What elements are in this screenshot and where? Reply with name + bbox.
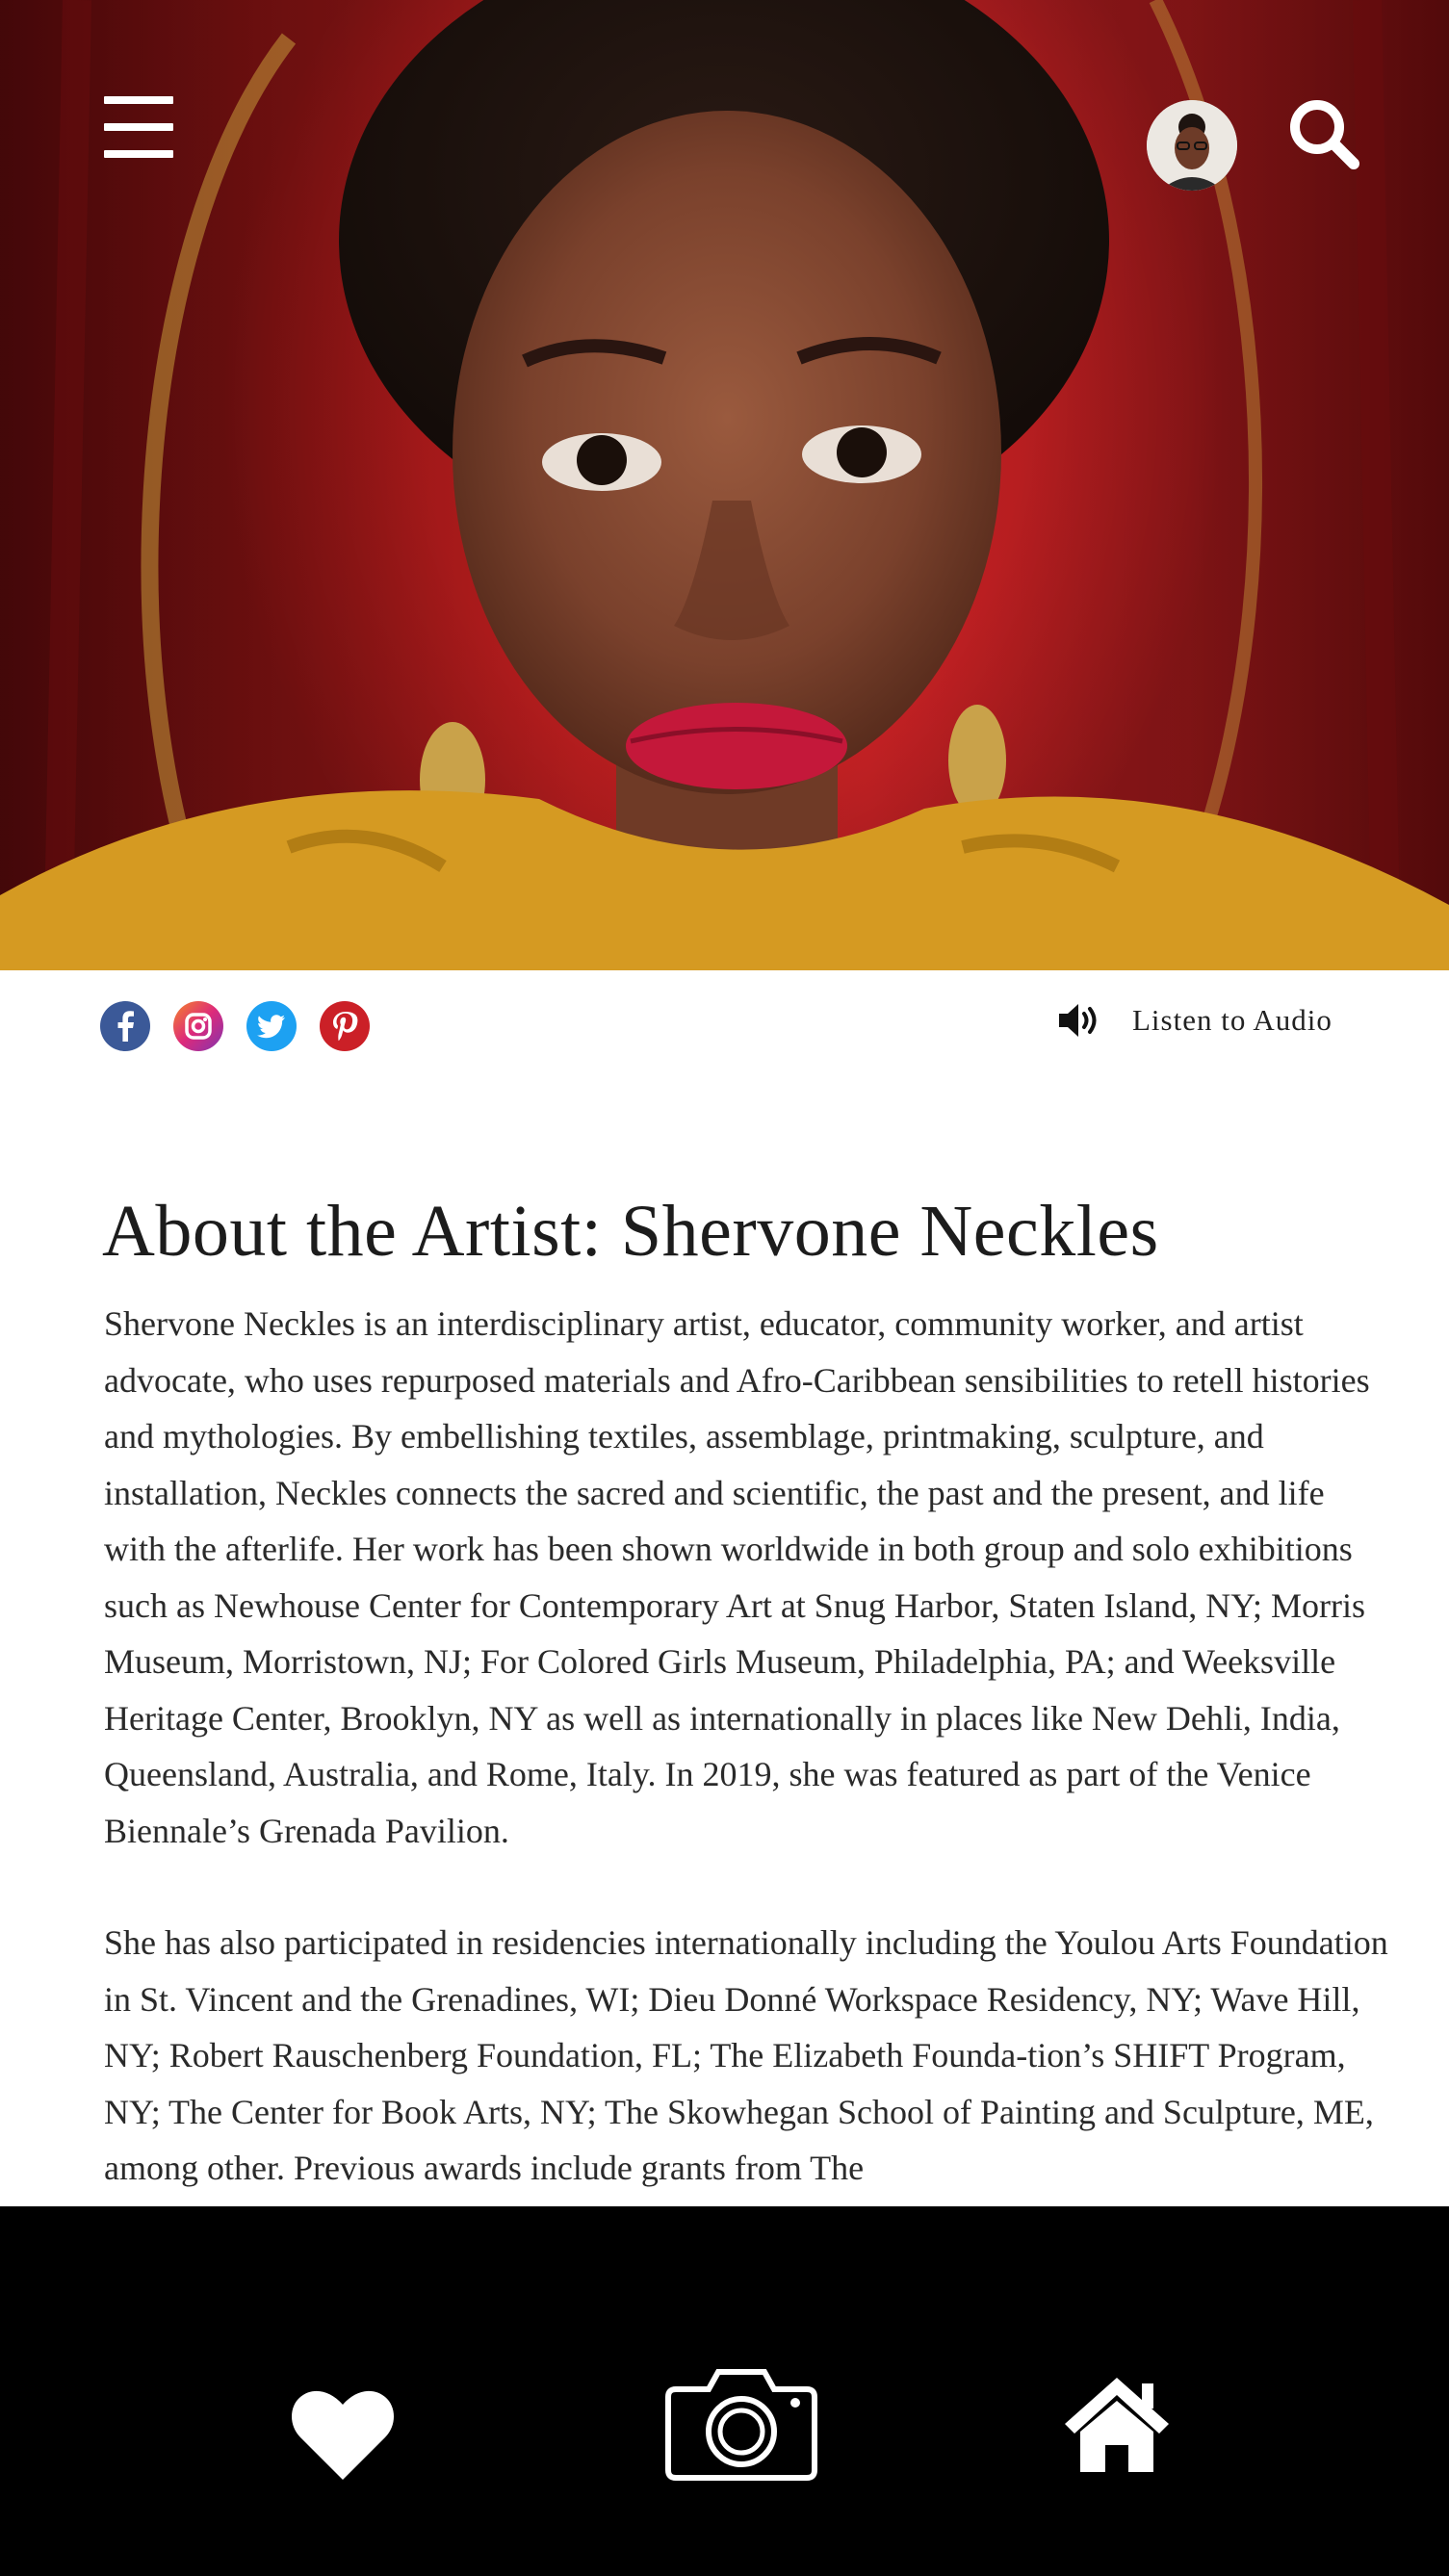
listen-to-audio-label: Listen to Audio — [1132, 1003, 1333, 1037]
search-button[interactable] — [1286, 96, 1359, 169]
camera-icon — [664, 2362, 818, 2482]
favorites-button[interactable] — [291, 2387, 395, 2488]
social-share-bar — [100, 1001, 370, 1051]
pinterest-glyph — [320, 1001, 370, 1051]
twitter-icon[interactable] — [246, 1001, 297, 1051]
menu-bar — [104, 123, 173, 131]
instagram-icon[interactable] — [173, 1001, 223, 1051]
facebook-glyph — [100, 1001, 150, 1051]
favorites-heart-icon — [291, 2387, 395, 2484]
search-icon — [1286, 96, 1359, 169]
hero-portrait-image — [0, 0, 1449, 970]
instagram-glyph — [173, 1001, 223, 1051]
menu-bar — [104, 150, 173, 158]
article-body — [104, 1296, 1394, 2253]
listen-to-audio-button[interactable] — [1057, 997, 1333, 1043]
menu-bar — [104, 96, 173, 104]
speaker-icon — [1057, 1001, 1103, 1040]
bottom-navigation-bar — [0, 2206, 1449, 2576]
article-paragraph: Shervone Neckles is an interdisciplinary artist, educator, community worker, and artist advocate, who uses repurposed materials and Afro-Caribbean sensibilities to retell histories and mythologies. By embellishing textiles, assemblage, printmaking, sculpture, and installation, Neckles connects the sacred and scientific, the past and the present, and life with the afterlife. Her work has been shown worldwide in both group and solo exhibitions such as Newhouse Center for Contemporary Art at Snug Harbor, Staten Island, NY; Morris Museum, Morristown, NJ; For Colored Girls Museum, Philadelphia, PA; and Weeksville Heritage Center, Brooklyn, NY as well as internationally in places like New Dehli, India, Queensland, Australia, and Rome, Italy. In 2019, she was featured as part of the Venice Biennale’s Grenada Pavilion. — [104, 1304, 1370, 1850]
article-paragraph: She has also participated in residencies internationally including the Youlou Arts Foundation in St. Vincent and the Grenadines, WI; Dieu Donné Workspace Residency, NY; Wave Hill, NY; Robert Rauschenberg Foundation, FL; The Elizabeth Founda-tion’s SHIFT Program, NY; The Center for Book Arts, NY; The Skowhegan School of Painting and Sculpture, ME, among other. Previous awards include grants from The — [104, 1923, 1388, 2187]
user-avatar[interactable] — [1147, 100, 1237, 191]
page-title: About the Artist: Shervone Neckles — [102, 1191, 1159, 1272]
facebook-icon[interactable] — [100, 1001, 150, 1051]
hamburger-menu-button[interactable] — [104, 96, 173, 158]
pinterest-icon[interactable] — [320, 1001, 370, 1051]
avatar-face-icon — [1147, 100, 1237, 191]
camera-button[interactable] — [664, 2362, 818, 2486]
home-icon — [1061, 2374, 1173, 2474]
home-button[interactable] — [1061, 2374, 1173, 2479]
twitter-glyph — [246, 1001, 297, 1051]
